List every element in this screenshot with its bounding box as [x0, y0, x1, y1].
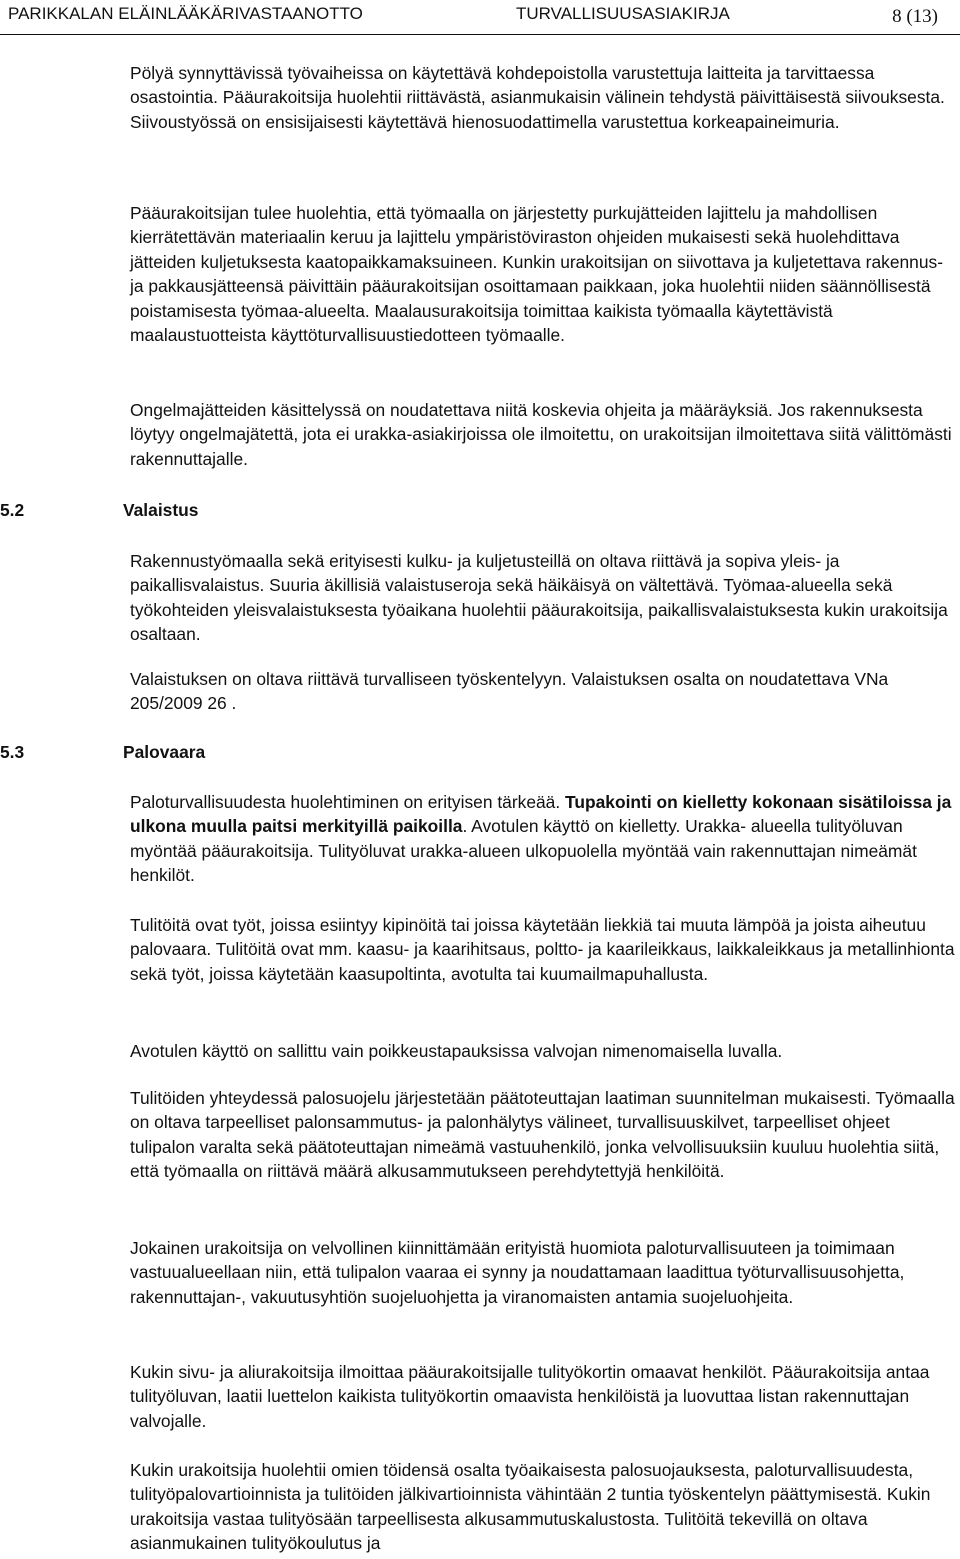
paragraph-fire-watch: Kukin urakoitsija huolehtii omien töidensä osalta työaikaisesta palosuojauksesta, paloturvallisuudesta, tulityöpalovartioinnista ja tulitöiden jälkivartioinnista vähintään 2 tuntia työskentelyn päättymisestä. Kukin urakoitsija vastaa tulityösään tarpeellisesta alkusammutuskalustosta. Tulitöitä tekevillä on oltava asianmukainen tulityökoulutus ja — [130, 1460, 931, 1554]
section-number: 5.2 — [0, 500, 25, 520]
header-document-title: TURVALLISUUSASIAKIRJA — [516, 4, 730, 23]
paragraph-hot-work-cards: Kukin sivu- ja aliurakoitsija ilmoittaa pääurakoitsijalle tulityökortin omaavat henkilöt. Pääurakoitsija antaa tulityöluvan, laatii luettelon kaikista tulityökortin omaavista henkilöistä ja luovuttaa listan rakennuttajan valvojalle. — [130, 1362, 930, 1431]
paragraph-hazardous-waste: Ongelmajätteiden käsittelyssä on noudatettava niitä koskevia ohjeita ja määräyksiä. Jos rakennuksesta löytyy ongelmajätettä, jota ei urakka-asiakirjoissa ole ilmoitettu, on urakoitsijan ilmoitettava siitä välittömästi rakennuttajalle. — [130, 400, 952, 469]
fire-safety-rest: . Avotulen käyttö on kielletty. Urakka- alueella tulityöluvan myöntää pääurakoitsija. Tulityöluvat urakka-alueen ulkopuolella myöntää vain rakennuttajan nimeämät henkilöt. — [130, 816, 917, 886]
paragraph-waste-sorting: Pääurakoitsijan tulee huolehtia, että työmaalla on järjestetty purkujätteiden lajittelu ja mahdollisen kierrätettävän materiaalin keruu ja lajittelu ympäristöviraston ohjeiden mukaisesti sekä huolehdittava jätteiden kuljetuksesta kaatopaikkamaksuineen. Kunkin urakoitsijan on siivottava ja kuljetettava rakennus- ja pakkausjätteensä päivittäin pääurakoitsijan osoittamaan paikkaan, joka huolehtii niiden säännöllisestä poistamisesta työmaa-alueelta. Maalausurakoitsija toimittaa kaikista työmaalla käytettävistä maalaustuotteista käyttöturvallisuustiedotteen työmaalle. — [130, 203, 943, 346]
fire-safety-intro: Paloturvallisuudesta huolehtiminen on erityisen tärkeää. — [130, 792, 566, 812]
paragraph-hot-work: Tulitöitä ovat työt, joissa esiintyy kipinöitä tai joissa käytetään liekkiä tai muuta lämpöä ja joista aiheutuu palovaara. Tulitöitä ovat mm. kaasu- ja kaarihitsaus, poltto- ja kaarileikkaus, laikkaleikkaus ja metallinhionta sekä työt, joissa käytetään kaasupoltinta, avotulta tai kuumailmapuhallusta. — [130, 915, 955, 984]
section-title: Valaistus — [123, 500, 199, 520]
header-page-number: 8 (13) — [892, 6, 938, 27]
section-number: 5.3 — [0, 742, 25, 762]
smoking-ban-notice: Tupakointi on kielletty kokonaan sisätiloissa ja ulkona muulla paitsi merkityillä paikoilla — [130, 792, 952, 837]
header-divider — [0, 34, 960, 35]
section-heading-5-2 — [0, 498, 198, 522]
paragraph-fire-protection: Tulitöiden yhteydessä palosuojelu järjestetään päätoteuttajan laatiman suunnitelman mukaisesti. Työmaalla on oltava tarpeelliset palonsammutus- ja palonhälytys välineet, turvallisuuskilvet, tarpeelliset ohjeet tulipalon varalta sekä päätoteuttajan nimeämä vastuuhenkilö, jonka velvollisuuksiin kuuluu huolehtia siitä, että työmaalla on riittävä määrä alkusammutukseen perehdytettyjä henkilöitä. — [130, 1088, 955, 1182]
paragraph-lighting-regulation: Valaistuksen on oltava riittävä turvalliseen työskentelyyn. Valaistuksen osalta on noudatettava VNa 205/2009 26 . — [130, 669, 889, 714]
paragraph-dust: Pölyä synnyttävissä työvaiheissa on käytettävä kohdepoistolla varustettuja laitteita ja tarvittaessa osastointia. Pääurakoitsija huolehtii riittävästä, asianmukaisin välinein tehdystä päivittäisestä siivouksesta. Siivoustyössä on ensisijaisesti käytettävä hienosuodattimella varustettua korkeapaineimuria. — [130, 63, 945, 132]
section-title: Palovaara — [123, 742, 206, 762]
paragraph-contractor-duty: Jokainen urakoitsija on velvollinen kiinnittämään erityistä huomiota paloturvallisuuteen ja toimimaan vastuualueellaan niin, että tulipalon vaaraa ei synny ja noudattamaan laadittua työturvallisuusohjetta, rakennuttajan-, vakuutusyhtiön suojeluohjetta ja viranomaisten antamia suojeluohjeita. — [130, 1238, 905, 1307]
header-organization: PARIKKALAN ELÄINLÄÄKÄRIVASTAANOTTO — [8, 4, 363, 23]
paragraph-lighting: Rakennustyömaalla sekä erityisesti kulku- ja kuljetusteillä on oltava riittävä ja sopiva yleis- ja paikallisvalaistus. Suuria äkillisiä valaistuseroja sekä häikäisyä on vältettävä. Työmaa-alueella sekä työkohteiden yleisvalaistuksesta työaikana huolehtii pääurakoitsija, paikallisvalaistuksesta kukin urakoitsija osaltaan. — [130, 551, 948, 645]
paragraph-open-fire: Avotulen käyttö on sallittu vain poikkeustapauksissa valvojan nimenomaisella luvalla. — [130, 1041, 783, 1061]
page-header — [8, 4, 938, 30]
paragraph-fire-safety — [130, 790, 956, 888]
section-heading-5-3 — [0, 740, 205, 764]
